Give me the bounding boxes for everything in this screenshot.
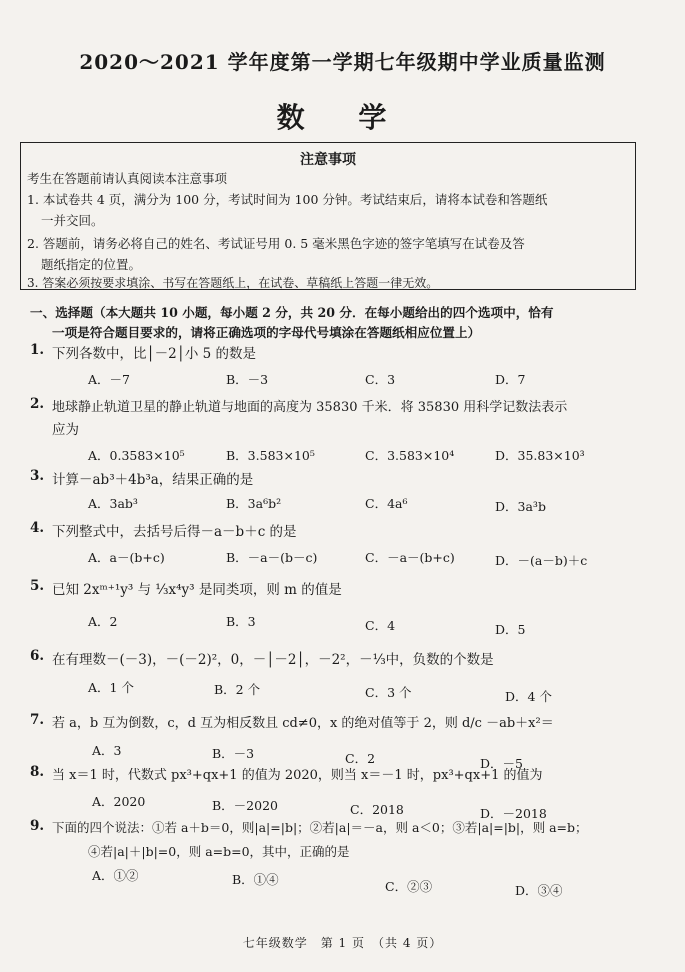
- question-text: 应为: [52, 422, 79, 438]
- option: A．2020: [92, 794, 146, 809]
- option: A．3: [92, 743, 122, 758]
- section-heading: 一、选择题（本大题共 10 小题，每小题 2 分，共 20 分．在每小题给出的四个选项中，恰有: [30, 305, 554, 320]
- question-text: 下面的四个说法：①若 a＋b＝0，则|a|=|b|；②若|a|＝－a，则 a＜0；③若|a|=|b|，则 a=b；: [52, 820, 588, 835]
- notice-box: [20, 142, 636, 290]
- question-number: 3.: [30, 468, 45, 484]
- option: B．2 个: [214, 682, 261, 697]
- option: D．7: [495, 372, 526, 387]
- option: D．35.83×10³: [495, 448, 585, 463]
- option: A．a－(b+c): [88, 550, 165, 565]
- notice-line: 3. 答案必须按要求填涂、书写在答题纸上，在试卷、草稿纸上答题一律无效。: [27, 276, 439, 290]
- page-footer: 七年级数学 第 1 页 （共 4 页）: [242, 936, 443, 950]
- option: A．3ab³: [88, 496, 138, 511]
- option: C．2: [345, 751, 376, 766]
- notice-line: 1. 本试卷共 4 页，满分为 100 分，考试时间为 100 分钟。考试结束后，请将本试卷和答题纸: [27, 192, 548, 207]
- option: A．0.3583×10⁵: [88, 448, 185, 463]
- question-number: 4.: [30, 520, 45, 536]
- question-number: 9.: [30, 818, 45, 834]
- option: A．－7: [88, 372, 130, 387]
- question-number: 2.: [30, 396, 45, 412]
- option: D．4 个: [505, 689, 552, 704]
- option: A．①②: [92, 868, 139, 883]
- option: C．2018: [350, 802, 404, 817]
- question-text: 下列各数中，比│－2│小 5 的数是: [52, 346, 257, 362]
- option: D．－2018: [480, 806, 547, 821]
- subject-title: 数 学: [276, 101, 409, 134]
- option: B．－3: [212, 746, 255, 761]
- question-number: 5.: [30, 578, 45, 594]
- question-text: 下列整式中，去括号后得－a－b＋c 的是: [52, 524, 297, 540]
- notice-title: 注意事项: [300, 152, 356, 168]
- question-number: 8.: [30, 764, 45, 780]
- option: D．－(a－b)＋c: [495, 553, 588, 568]
- question-text: 若 a，b 互为倒数，c，d 互为相反数且 cd≠0，x 的绝对值等于 2，则 d/c －ab＋x²＝: [52, 716, 554, 731]
- notice-line: 2. 答题前，请务必将自己的姓名、考试证号用 0. 5 毫米黑色字迹的签字笔填写在试卷及答: [27, 236, 525, 251]
- option: B．3.583×10⁵: [226, 448, 315, 463]
- option: B．①④: [232, 872, 279, 887]
- exam-title: 2020～2021 学年度第一学期七年级期中学业质量监测: [79, 50, 606, 74]
- option: C．3: [365, 372, 396, 387]
- notice-line: 一并交回。: [41, 213, 104, 228]
- question-text: 在有理数－(－3)，－(－2)²，0，－│－2│，－2²，－⅓中，负数的个数是: [52, 652, 494, 668]
- question-number: 1.: [30, 342, 45, 358]
- question-text: 地球静止轨道卫星的静止轨道与地面的高度为 35830 千米．将 35830 用科学记数法表示: [52, 400, 568, 415]
- option: D．－5: [480, 756, 523, 771]
- option: D．③④: [515, 883, 563, 898]
- notice-line: 考生在答题前请认真阅读本注意事项: [27, 171, 228, 186]
- option: A．1 个: [88, 680, 134, 695]
- question-number: 6.: [30, 648, 45, 664]
- option: B．－a－(b－c): [226, 550, 318, 565]
- option: C．②③: [385, 879, 433, 894]
- question-text: 已知 2xᵐ⁺¹y³ 与 ⅓x⁴y³ 是同类项，则 m 的值是: [52, 582, 342, 598]
- option: A．2: [88, 614, 118, 629]
- option: C．－a－(b+c): [365, 550, 455, 565]
- option: B．3: [226, 614, 256, 629]
- question-text: 当 x＝1 时，代数式 px³+qx+1 的值为 2020，则当 x＝－1 时，px³+qx+1 的值为: [52, 768, 543, 783]
- option: C．4a⁶: [365, 496, 408, 511]
- section-heading: 一项是符合题目要求的，请将正确选项的字母代号填涂在答题纸相应位置上）: [52, 325, 481, 340]
- option: D．3a³b: [495, 499, 546, 514]
- option: C．3 个: [365, 685, 412, 700]
- option: B．－3: [226, 372, 269, 387]
- option: C．3.583×10⁴: [365, 448, 455, 463]
- option: D．5: [495, 622, 526, 637]
- option: C．4: [365, 618, 396, 633]
- option: B．3a⁶b²: [226, 496, 282, 511]
- question-text: 计算－ab³＋4b³a，结果正确的是: [52, 472, 254, 488]
- notice-line: 题纸指定的位置。: [41, 257, 142, 272]
- question-text: ④若|a|＋|b|=0，则 a=b=0，其中，正确的是: [88, 844, 350, 859]
- question-number: 7.: [30, 712, 45, 728]
- option: B．－2020: [212, 798, 278, 813]
